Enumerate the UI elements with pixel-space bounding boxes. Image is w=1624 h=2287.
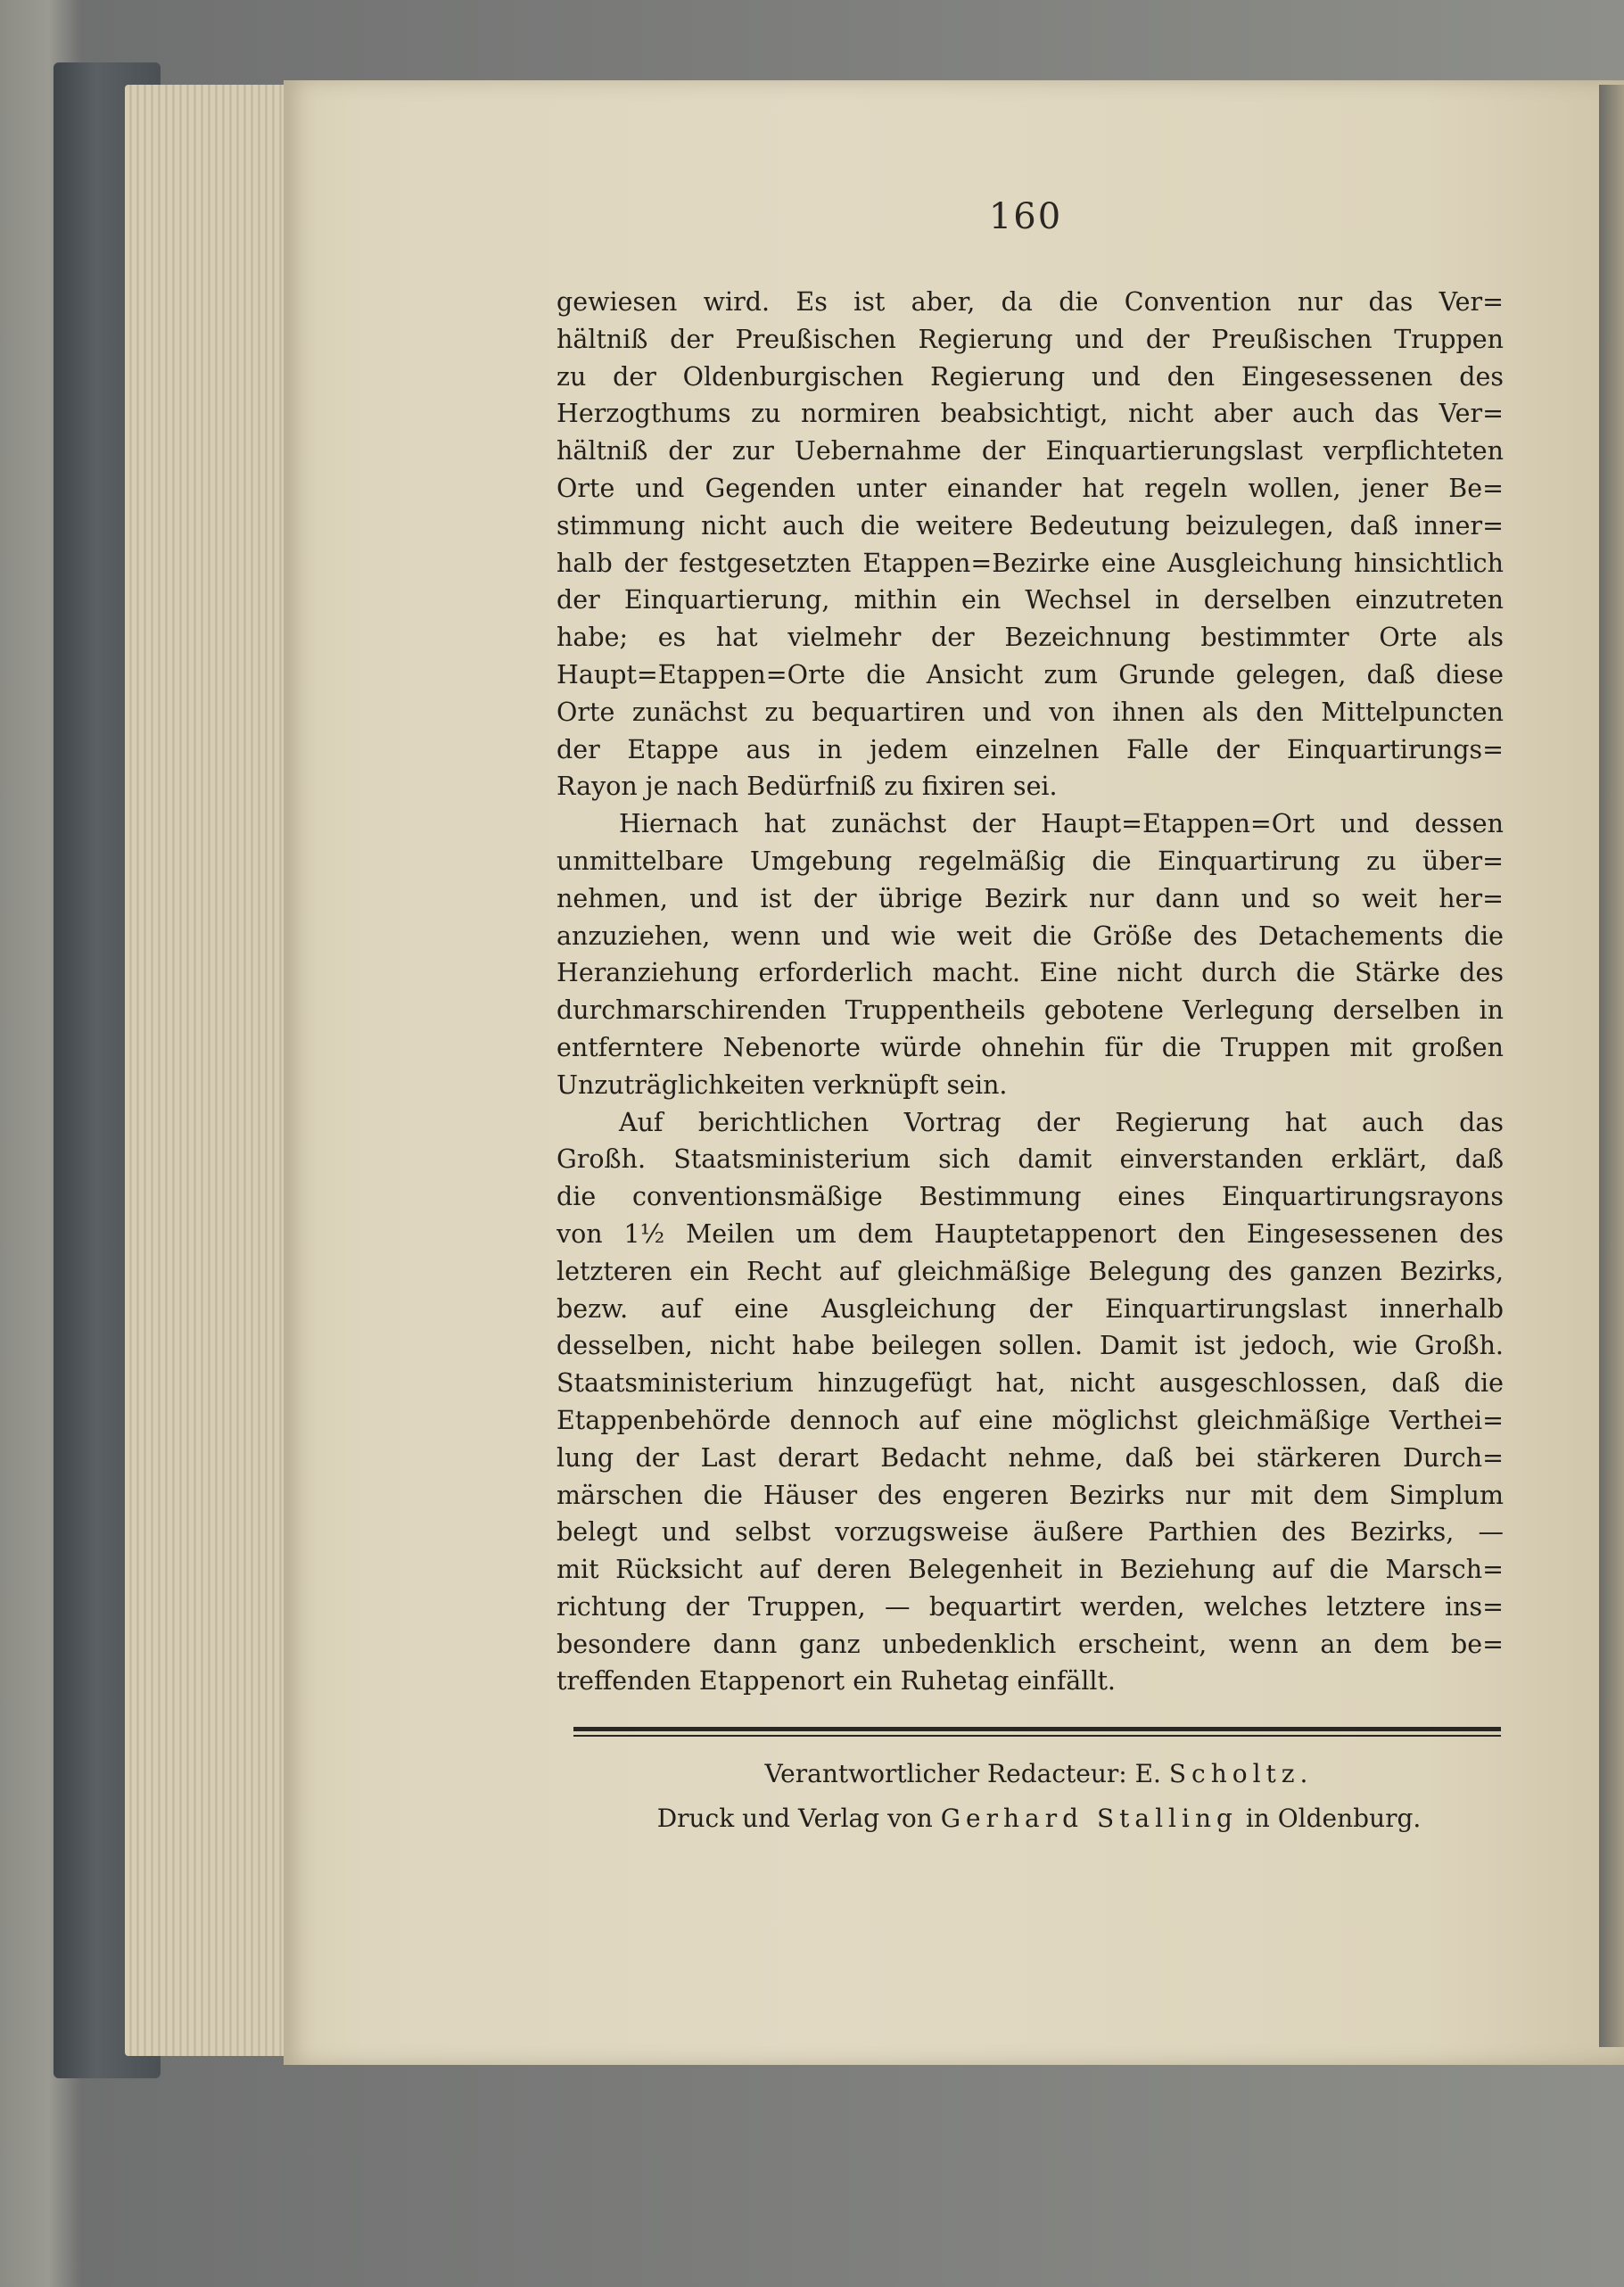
text-line: Auf berichtlichen Vortrag der Regierung hat auch das xyxy=(619,1107,1504,1137)
text-line: entferntere Nebenorte würde ohnehin für die Truppen mit großen xyxy=(556,1032,1504,1062)
publisher-prefix: Druck und Verlag von xyxy=(656,1804,933,1833)
text-line: stimmung nicht auch die weitere Bedeutung beizulegen, daß inner= xyxy=(556,510,1504,541)
text-line: gewiesen wird. Es ist aber, da die Convention nur das Ver= xyxy=(556,287,1504,317)
editor-imprint xyxy=(553,1759,1525,1788)
text-line: durchmarschirenden Truppentheils gebotene Verlegung derselben in xyxy=(556,995,1504,1026)
text-line: mit Rücksicht auf deren Belegenheit in Beziehung auf die Marsch= xyxy=(556,1555,1504,1585)
text-line: desselben, nicht habe beilegen sollen. Damit ist jedoch, wie Großh. xyxy=(556,1331,1504,1361)
text-line: hältniß der Preußischen Regierung und der Preußischen Truppen xyxy=(556,324,1504,354)
text-line: Orte und Gegenden unter einander hat regeln wollen, jener Be= xyxy=(556,473,1504,503)
footer-rule-thick xyxy=(573,1727,1501,1731)
text-line: Staatsministerium hinzugefügt hat, nicht ausgeschlossen, daß die xyxy=(556,1368,1504,1399)
text-line: Etappenbehörde dennoch auf eine möglichst gleichmäßige Verthei= xyxy=(556,1405,1504,1435)
text-line: lung der Last derart Bedacht nehme, daß bei stärkeren Durch= xyxy=(556,1442,1504,1473)
text-line: unmittelbare Umgebung regelmäßig die Einquartirung zu über= xyxy=(556,846,1504,876)
text-line: treffenden Etappenort ein Ruhetag einfällt. xyxy=(556,1666,1116,1697)
facing-page-edge xyxy=(1599,85,1624,2047)
text-line: Großh. Staatsministerium sich damit einverstanden erklärt, daß xyxy=(556,1144,1504,1175)
stacked-page-edges xyxy=(125,85,294,2056)
publisher-suffix: in Oldenburg. xyxy=(1245,1804,1422,1833)
text-line: richtung der Truppen, — bequartirt werden, welches letztere ins= xyxy=(556,1591,1504,1622)
publisher-imprint xyxy=(553,1804,1525,1833)
text-line: Orte zunächst zu bequartiren und von ihnen als den Mittelpuncten xyxy=(556,697,1504,727)
text-line: halb der festgesetzten Etappen=Bezirke eine Ausgleichung hinsichtlich xyxy=(556,548,1504,578)
text-line: märschen die Häuser des engeren Bezirks nur mit dem Simplum xyxy=(556,1480,1504,1510)
text-line: nehmen, und ist der übrige Bezirk nur dann und so weit her= xyxy=(556,883,1504,913)
text-line: Rayon je nach Bedürfniß zu fixiren sei. xyxy=(556,772,1058,802)
text-line: habe; es hat vielmehr der Bezeichnung bestimmter Orte als xyxy=(556,623,1504,653)
text-line: die conventionsmäßige Bestimmung eines Einquartirungsrayons xyxy=(556,1182,1504,1212)
text-line: Herzogthums zu normiren beabsichtigt, nicht aber auch das Ver= xyxy=(556,399,1504,429)
text-line: zu der Oldenburgischen Regierung und den Eingesessenen des xyxy=(556,361,1504,392)
text-line: Unzuträglichkeiten verknüpft sein. xyxy=(556,1069,1008,1100)
text-line: belegt und selbst vorzugsweise äußere Parthien des Bezirks, — xyxy=(556,1517,1504,1548)
editor-label: Verantwortlicher Redacteur: E. xyxy=(764,1759,1161,1788)
text-line: Haupt=Etappen=Orte die Ansicht zum Grunde gelegen, daß diese xyxy=(556,659,1504,689)
footer-rule-thin xyxy=(573,1735,1501,1737)
text-line: bezw. auf eine Ausgleichung der Einquartirungslast innerhalb xyxy=(556,1293,1504,1324)
text-line: Heranziehung erforderlich macht. Eine nicht durch die Stärke des xyxy=(556,958,1504,988)
text-line: der Etappe aus in jedem einzelnen Falle der Einquartirungs= xyxy=(556,734,1504,764)
page-number: 160 xyxy=(988,196,1063,237)
editor-name: Scholtz. xyxy=(1168,1759,1314,1788)
text-line: letzteren ein Recht auf gleichmäßige Belegung des ganzen Bezirks, xyxy=(556,1256,1504,1286)
publisher-name: Gerhard Stalling xyxy=(940,1804,1238,1833)
text-line: besondere dann ganz unbedenklich erscheint, wenn an dem be= xyxy=(556,1629,1504,1659)
text-line: anzuziehen, wenn und wie weit die Größe des Detachements die xyxy=(556,921,1504,951)
text-line: Hiernach hat zunächst der Haupt=Etappen=Ort und dessen xyxy=(619,809,1504,839)
text-line: von 1½ Meilen um dem Hauptetappenort den Eingesessenen des xyxy=(556,1218,1504,1249)
text-line: der Einquartierung, mithin ein Wechsel in derselben einzutreten xyxy=(556,585,1504,615)
text-line: hältniß der zur Uebernahme der Einquartierungslast verpflichteten xyxy=(556,436,1504,466)
body-text xyxy=(556,284,1504,1700)
